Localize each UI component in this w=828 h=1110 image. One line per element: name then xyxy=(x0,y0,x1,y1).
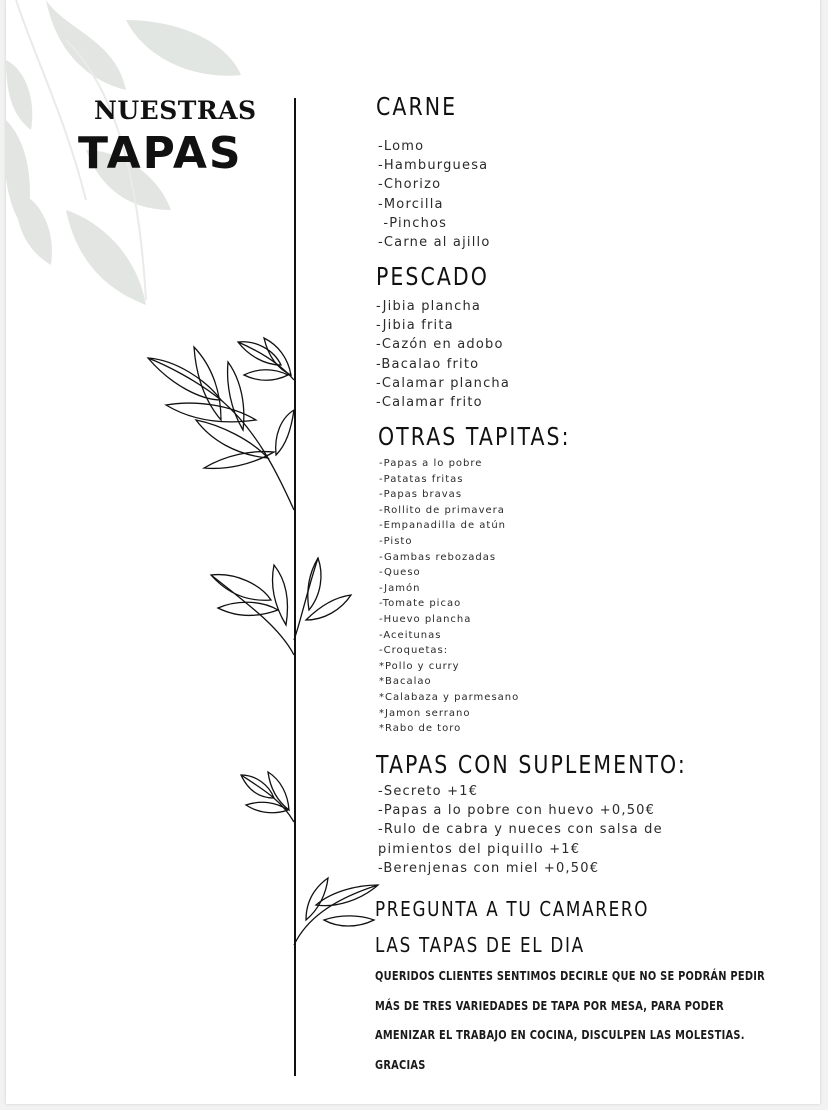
list-item: *Pollo y curry xyxy=(379,660,460,672)
list-item: *Bacalao xyxy=(379,676,432,688)
list-item: -Empanadilla de atún xyxy=(379,520,507,532)
list-item: *Jamon serrano xyxy=(379,707,471,719)
section-heading-pescado: PESCADO xyxy=(376,262,489,291)
list-item: -Calamar plancha xyxy=(376,375,511,391)
list-item: *Rabo de toro xyxy=(379,723,462,735)
list-item: -Bacalao frito xyxy=(376,356,480,372)
list-item: -Croquetas: xyxy=(379,645,449,657)
notice-text xyxy=(375,962,820,1080)
list-item: -Papas a lo pobre con huevo +0,50€ xyxy=(378,803,656,819)
section-heading-carne: CARNE xyxy=(376,92,458,121)
suplemento-list xyxy=(378,782,663,878)
list-item: -Queso xyxy=(379,567,421,579)
list-item: -Chorizo xyxy=(378,177,442,193)
list-item: -Papas bravas xyxy=(379,489,463,501)
carne-list xyxy=(378,137,491,252)
list-item: -Carne al ajillo xyxy=(378,234,491,250)
list-item: *Calabaza y parmesano xyxy=(379,691,520,703)
list-item: -Pisto xyxy=(379,535,413,547)
section-heading-otras: OTRAS TAPITAS: xyxy=(378,422,571,451)
list-item: -Patatas fritas xyxy=(379,473,464,485)
menu-page xyxy=(6,0,820,1104)
section-heading-suplemento: TAPAS CON SUPLEMENTO: xyxy=(376,750,687,779)
notice-line: QUERIDOS CLIENTES SENTIMOS DECIRLE QUE NO SE PODRÁN PEDIR xyxy=(375,969,765,983)
pregunta-line-1: PREGUNTA A TU CAMARERO xyxy=(375,897,650,921)
list-item: -Jibia plancha xyxy=(376,299,482,314)
title-line-1: NUESTRAS xyxy=(94,96,257,125)
notice-line: AMENIZAR EL TRABAJO EN COCINA, DISCULPEN LAS MOLESTIAS. xyxy=(375,1028,745,1042)
list-item: pimientos del piquillo +1€ xyxy=(378,841,581,857)
list-item: -Jamón xyxy=(379,582,421,594)
title-line-2: TAPAS xyxy=(78,128,243,179)
notice-line: GRACIAS xyxy=(375,1057,426,1072)
list-item: -Secreto +1€ xyxy=(378,784,479,799)
list-item: -Pinchos xyxy=(378,215,448,231)
list-item: -Rulo de cabra y nueces con salsa de xyxy=(378,822,663,838)
list-item: -Hamburguesa xyxy=(378,158,489,174)
list-item: -Huevo plancha xyxy=(379,613,472,625)
list-item: -Rollito de primavera xyxy=(379,504,505,516)
list-item: -Papas a lo pobre xyxy=(379,458,483,469)
list-item: -Berenjenas con miel +0,50€ xyxy=(378,860,600,876)
list-item: -Gambas rebozadas xyxy=(379,551,497,563)
list-item: -Jibia frita xyxy=(376,318,454,334)
list-item: -Aceitunas xyxy=(379,629,442,641)
otras-list xyxy=(379,456,519,737)
list-item: -Lomo xyxy=(378,139,425,154)
list-item: -Cazón en adobo xyxy=(376,337,504,353)
list-item: -Calamar frito xyxy=(376,394,483,410)
list-item: -Morcilla xyxy=(378,196,444,212)
pescado-list xyxy=(376,297,510,412)
notice-line: MÁS DE TRES VARIEDADES DE TAPA POR MESA, PARA PODER xyxy=(375,998,724,1013)
list-item: -Tomate picao xyxy=(379,598,462,610)
pregunta-line-2: LAS TAPAS DE EL DIA xyxy=(375,933,585,957)
